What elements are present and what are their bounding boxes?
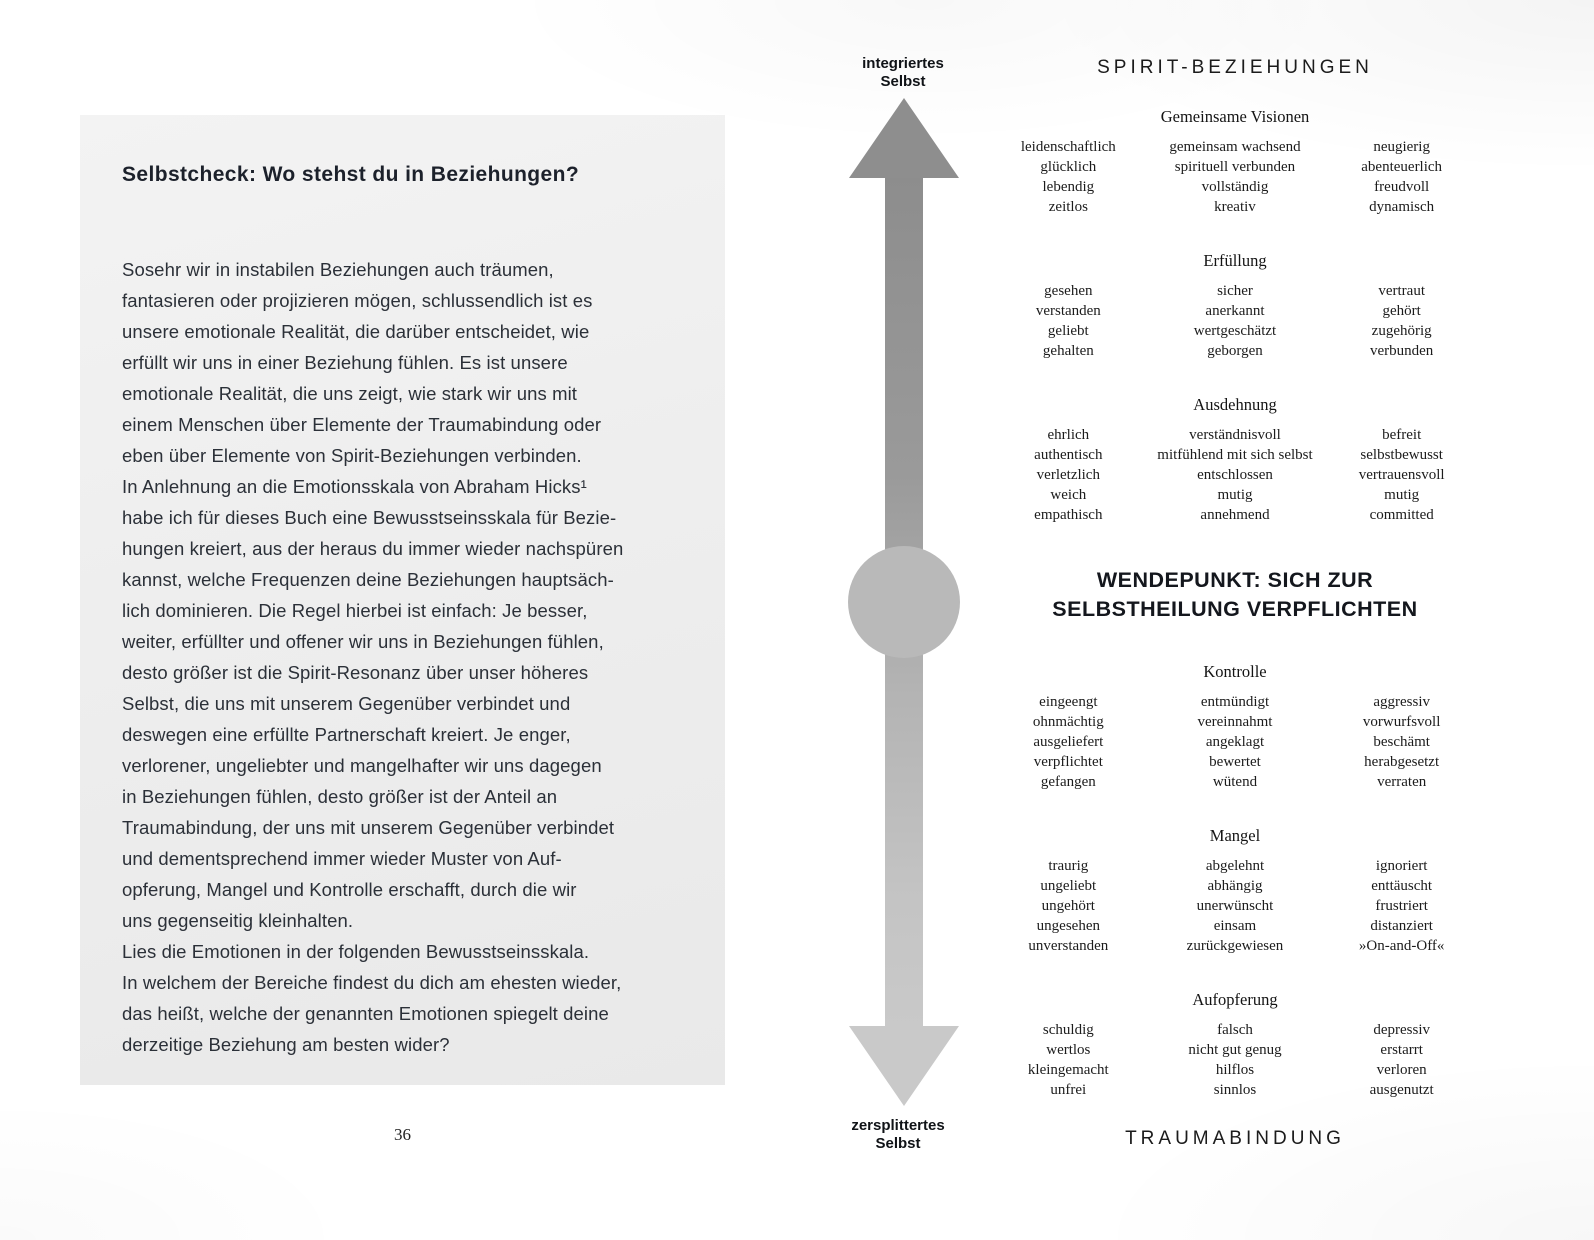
section-mangel	[985, 826, 1485, 956]
emotion-word: frustriert	[1375, 898, 1428, 914]
body-text-line: uns gegenseitig kleinhalten.	[122, 910, 354, 931]
emotion-word: abgelehnt	[1205, 858, 1265, 874]
arrow-top-label-line2: Selbst	[880, 73, 926, 90]
emotion-word: verstanden	[1035, 303, 1101, 319]
emotion-word: entschlossen	[1197, 467, 1273, 483]
emotion-word: schuldig	[1042, 1022, 1094, 1038]
emotion-word: dynamisch	[1369, 199, 1435, 215]
emotion-word: committed	[1369, 507, 1434, 523]
word-column	[1318, 137, 1485, 217]
emotion-word: ungeliebt	[1040, 878, 1097, 894]
emotion-word: herabgesetzt	[1364, 754, 1440, 770]
word-column	[1152, 425, 1319, 525]
emotion-word: nicht gut genug	[1188, 1042, 1282, 1058]
emotion-word: wertgeschätzt	[1193, 323, 1277, 339]
word-grid	[985, 281, 1485, 361]
body-text-line: In welchem der Bereiche findest du dich am ehesten wieder,	[122, 972, 622, 993]
emotion-word: mutig	[1217, 487, 1253, 503]
emotion-word: weich	[1050, 487, 1087, 503]
body-text-line: habe ich für dieses Buch eine Bewusstseinsskala für Bezie-	[122, 507, 617, 528]
word-column	[1152, 692, 1319, 792]
body-text-line: hungen kreiert, aus der heraus du immer wieder nachspüren	[122, 538, 624, 559]
word-grid	[985, 1020, 1485, 1100]
emotion-word: erstarrt	[1380, 1042, 1423, 1058]
word-column	[985, 856, 1152, 956]
word-column	[1152, 137, 1319, 217]
emotion-word: gehört	[1382, 303, 1421, 319]
emotion-word: zeitlos	[1048, 199, 1088, 215]
arrow-bottom-label	[813, 1117, 983, 1153]
section-ausdehnung	[985, 395, 1485, 525]
emotion-word: authentisch	[1034, 447, 1103, 463]
emotion-word: ausgenutzt	[1369, 1082, 1434, 1098]
emotion-word: distanziert	[1370, 918, 1433, 934]
body-text-line: Traumabindung, der uns mit unserem Gegenüber verbindet	[122, 817, 615, 838]
emotion-word: vorwurfsvoll	[1362, 714, 1441, 730]
emotion-word: geborgen	[1207, 343, 1263, 359]
emotion-word: sinnlos	[1213, 1082, 1257, 1098]
emotion-word: annehmend	[1200, 507, 1270, 523]
emotion-word: enttäuscht	[1371, 878, 1433, 894]
emotion-word: verpflichtet	[1033, 754, 1103, 770]
body-text-line: derzeitige Beziehung am besten wider?	[122, 1034, 450, 1055]
body-text	[122, 254, 707, 1060]
body-text-line: erfüllt wir uns in einer Beziehung fühlen. Es ist unsere	[122, 352, 568, 373]
emotion-word: verloren	[1376, 1062, 1427, 1078]
emotion-word: wertlos	[1046, 1042, 1091, 1058]
word-column	[985, 281, 1152, 361]
word-column	[985, 692, 1152, 792]
emotion-word: ohnmächtig	[1032, 714, 1104, 730]
word-column	[1152, 856, 1319, 956]
midpoint-heading-line1: WENDEPUNKT: SICH ZUR	[1096, 568, 1374, 592]
body-text-line: fantasieren oder projizieren mögen, schlussendlich ist es	[122, 290, 593, 311]
emotion-word: gemeinsam wachsend	[1169, 139, 1301, 155]
emotion-word: gehalten	[1042, 343, 1094, 359]
body-text-line: einem Menschen über Elemente der Traumabindung oder	[122, 414, 602, 435]
emotion-word: selbstbewusst	[1360, 447, 1443, 463]
word-column	[1318, 425, 1485, 525]
emotion-word: geliebt	[1047, 323, 1089, 339]
section-title: Gemeinsame Visionen	[1160, 107, 1310, 126]
section-kontrolle	[985, 662, 1485, 792]
emotion-word: lebendig	[1042, 179, 1095, 195]
section-title: Kontrolle	[1203, 662, 1267, 681]
emotion-word: einsam	[1213, 918, 1257, 934]
emotion-word: wütend	[1212, 774, 1258, 790]
word-grid	[985, 856, 1485, 956]
scale-content	[985, 0, 1485, 1240]
emotion-word: hilflos	[1215, 1062, 1255, 1078]
text-panel	[80, 115, 725, 1085]
body-text-line: verlorener, ungeliebter und mangelhafter wir uns dagegen	[122, 755, 602, 776]
section-gemeinsame-visionen	[985, 107, 1485, 217]
emotion-word: ungehört	[1041, 898, 1095, 914]
emotion-word: vollständig	[1201, 179, 1269, 195]
emotion-word: befreit	[1382, 427, 1422, 443]
word-column	[1318, 692, 1485, 792]
word-column	[985, 1020, 1152, 1100]
body-text-line: opferung, Mangel und Kontrolle erschafft, durch die wir	[122, 879, 577, 900]
emotion-word: vereinnahmt	[1197, 714, 1273, 730]
word-grid	[985, 692, 1485, 792]
word-column	[985, 137, 1152, 217]
emotion-word: ignoriert	[1375, 858, 1428, 874]
arrow-down-icon	[849, 1026, 959, 1106]
section-erfuellung	[985, 251, 1485, 361]
midpoint-circle	[848, 546, 960, 658]
section-title: Aufopferung	[1192, 990, 1278, 1009]
trauma-title: TRAUMABINDUNG	[1125, 1128, 1345, 1149]
word-column	[985, 425, 1152, 525]
emotion-word: beschämt	[1373, 734, 1430, 750]
emotion-word: abenteuerlich	[1361, 159, 1443, 175]
emotion-word: unerwünscht	[1196, 898, 1274, 914]
body-text-line: desto größer ist die Spirit-Resonanz über unser höheres	[122, 662, 589, 683]
body-text-line: weiter, erfüllter und offener wir uns in Beziehungen fühlen,	[122, 631, 604, 652]
emotion-word: bewertet	[1209, 754, 1261, 770]
body-text-line: Sosehr wir in instabilen Beziehungen auch träumen,	[122, 259, 554, 280]
emotion-word: eingeengt	[1039, 694, 1098, 710]
emotion-word: vertraut	[1378, 283, 1425, 299]
emotion-word: ungesehen	[1036, 918, 1100, 934]
body-text-line: deswegen eine erfüllte Partnerschaft kreiert. Je enger,	[122, 724, 571, 745]
emotion-word: neugierig	[1373, 139, 1430, 155]
emotion-word: »On-and-Off«	[1358, 938, 1445, 954]
section-aufopferung	[985, 990, 1485, 1100]
emotion-word: gesehen	[1044, 283, 1093, 299]
word-column	[1318, 281, 1485, 361]
emotion-word: ausgeliefert	[1033, 734, 1104, 750]
body-text-line: unsere emotionale Realität, die darüber entscheidet, wie	[122, 321, 590, 342]
body-text-line: lich dominieren. Die Regel hierbei ist einfach: Je besser,	[122, 600, 588, 621]
word-grid	[985, 137, 1485, 217]
emotion-word: verletzlich	[1036, 467, 1100, 483]
emotion-word: entmündigt	[1200, 694, 1270, 710]
emotion-word: verständnisvoll	[1189, 427, 1281, 443]
emotion-word: unverstanden	[1028, 938, 1109, 954]
body-text-line: in Beziehungen fühlen, desto größer ist der Anteil an	[122, 786, 558, 807]
emotion-word: sicher	[1217, 283, 1253, 299]
spirit-title: SPIRIT-BEZIEHUNGEN	[1097, 57, 1373, 78]
emotion-word: falsch	[1217, 1022, 1253, 1038]
emotion-word: kleingemacht	[1027, 1062, 1109, 1078]
emotion-word: verraten	[1377, 774, 1427, 790]
body-text-line: das heißt, welche der genannten Emotionen spiegelt deine	[122, 1003, 609, 1024]
word-column	[1152, 281, 1319, 361]
word-column	[1318, 1020, 1485, 1100]
section-title: Mangel	[1209, 826, 1261, 845]
arrow-top-label	[818, 55, 988, 91]
body-text-line: und dementsprechend immer wieder Muster von Auf-	[122, 848, 562, 869]
emotion-word: glücklich	[1040, 159, 1097, 175]
emotion-word: mutig	[1384, 487, 1420, 503]
word-column	[1318, 856, 1485, 956]
midpoint-heading-line2: SELBSTHEILUNG VERPFLICHTEN	[1052, 597, 1418, 621]
emotion-word: zurückgewiesen	[1186, 938, 1284, 954]
emotion-word: kreativ	[1214, 199, 1256, 215]
page-number: 36	[394, 1125, 411, 1144]
emotion-word: empathisch	[1034, 507, 1103, 523]
arrow-top-label-line1: integriertes	[862, 55, 944, 72]
emotion-word: anerkannt	[1205, 303, 1265, 319]
consciousness-scale-arrow	[849, 98, 959, 1106]
body-text-line: emotionale Realität, die uns zeigt, wie stark wir uns mit	[122, 383, 578, 404]
body-text-line: eben über Elemente von Spirit-Beziehungen verbinden.	[122, 445, 582, 466]
arrow-bottom-label-line2: Selbst	[875, 1135, 921, 1152]
section-title: Erfüllung	[1203, 251, 1267, 270]
emotion-word: spirituell verbunden	[1174, 159, 1296, 175]
emotion-word: traurig	[1048, 858, 1089, 874]
body-text-line: kannst, welche Frequenzen deine Beziehungen hauptsäch-	[122, 569, 614, 590]
emotion-word: vertrauensvoll	[1358, 467, 1445, 483]
emotion-word: freudvoll	[1374, 179, 1430, 195]
word-column	[1152, 1020, 1319, 1100]
emotion-word: verbunden	[1370, 343, 1434, 359]
body-text-line: Lies die Emotionen in der folgenden Bewusstseinsskala.	[122, 941, 590, 962]
emotion-word: leidenschaftlich	[1020, 139, 1116, 155]
emotion-word: mitfühlend mit sich selbst	[1157, 447, 1313, 463]
emotion-word: ehrlich	[1047, 427, 1090, 443]
body-text-line: Selbst, die uns mit unserem Gegenüber verbindet und	[122, 693, 571, 714]
word-grid	[985, 425, 1485, 525]
emotion-word: gefangen	[1040, 774, 1096, 790]
section-title: Ausdehnung	[1193, 395, 1277, 414]
emotion-word: unfrei	[1050, 1082, 1087, 1098]
midpoint-heading	[985, 566, 1485, 624]
emotion-word: abhängig	[1207, 878, 1263, 894]
body-text-line: In Anlehnung an die Emotionsskala von Abraham Hicks¹	[122, 476, 587, 497]
emotion-word: zugehörig	[1371, 323, 1432, 339]
arrow-up-icon	[849, 98, 959, 178]
emotion-word: depressiv	[1373, 1022, 1430, 1038]
emotion-word: aggressiv	[1373, 694, 1430, 710]
arrow-bottom-label-line1: zersplittertes	[851, 1117, 945, 1134]
page-title: Selbstcheck: Wo stehst du in Beziehungen?	[122, 163, 580, 186]
emotion-word: angeklagt	[1205, 734, 1265, 750]
